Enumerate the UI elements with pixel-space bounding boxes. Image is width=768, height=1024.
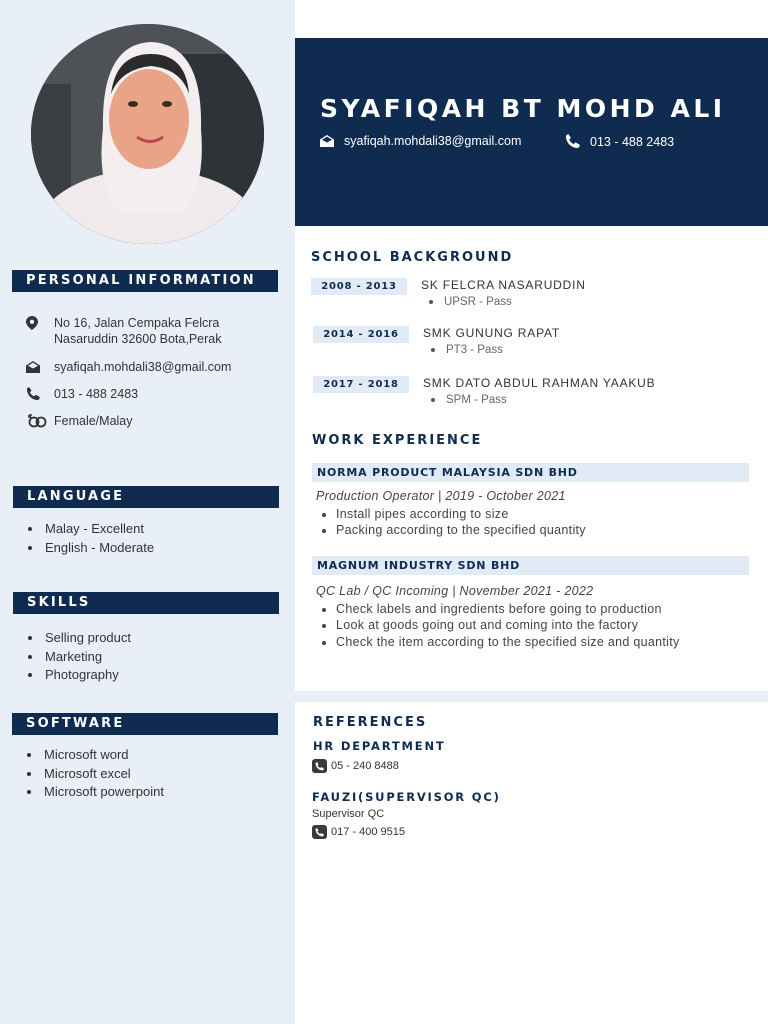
address-text: No 16, Jalan Cempaka Felcra Nasaruddin 32600 Bota,Perak (54, 316, 222, 346)
full-name: SYAFIQAH BT MOHD ALI (320, 94, 726, 123)
email-icon (320, 135, 334, 147)
personal-information-heading: PERSONAL INFORMATION (12, 270, 278, 292)
software-item: • Microsoft powerpoint (42, 783, 164, 802)
company-name: NORMA PRODUCT MALAYSIA SDN BHD (312, 463, 749, 482)
school-name: SK FELCRA NASARUDDIN (421, 278, 586, 292)
header-email-text: syafiqah.mohdali38@gmail.com (344, 134, 522, 148)
profile-photo (31, 24, 264, 244)
school-result: SPM - Pass (431, 394, 507, 406)
header-phone (565, 134, 674, 149)
language-item: • Malay - Excellent (43, 520, 154, 539)
skills-list (27, 629, 131, 685)
phone-icon (26, 386, 54, 402)
skill-item: • Marketing (43, 648, 131, 667)
address-row (26, 315, 221, 347)
job-role: Production Operator | 2019 - October 2021 (316, 489, 566, 503)
school-years: 2008 - 2013 (311, 278, 407, 295)
reference-role: Supervisor QC (312, 808, 385, 820)
skills-heading: SKILLS (13, 592, 279, 614)
skill-item: • Selling product (43, 629, 131, 648)
phone-icon (565, 134, 580, 149)
gender-row (26, 413, 133, 429)
school-years: 2014 - 2016 (313, 326, 409, 343)
phone-text: 013 - 488 2483 (54, 387, 139, 401)
duty-item: • Look at goods going out and coming into the factory (336, 617, 680, 633)
software-list (26, 746, 164, 802)
phone-icon (312, 825, 327, 839)
gender-icon (26, 413, 54, 429)
gender-text: Female/Malay (54, 414, 133, 428)
school-result: PT3 - Pass (431, 344, 503, 356)
location-icon (26, 315, 54, 331)
language-heading: LANGUAGE (13, 486, 279, 508)
language-list (27, 520, 154, 557)
email-row (26, 359, 231, 375)
reference-phone (312, 759, 399, 773)
skill-item: • Photography (43, 666, 131, 685)
duty-item: • Check the item according to the specified size and quantity (336, 634, 680, 650)
reference-name: FAUZI(SUPERVISOR QC) (312, 790, 501, 804)
header-banner (295, 38, 768, 226)
work-experience-heading: WORK EXPERIENCE (312, 433, 483, 448)
references-heading: REFERENCES (313, 715, 428, 730)
duty-item: • Install pipes according to size (336, 506, 586, 522)
duty-list (320, 601, 680, 650)
duty-item: • Packing according to the specified quantity (336, 522, 586, 538)
header-phone-text: 013 - 488 2483 (590, 134, 675, 149)
software-heading: SOFTWARE (12, 713, 278, 735)
reference-name: HR DEPARTMENT (313, 739, 446, 753)
school-name: SMK GUNUNG RAPAT (423, 326, 561, 340)
school-result: UPSR - Pass (429, 296, 512, 308)
reference-phone-text: 05 - 240 8488 (331, 760, 399, 772)
section-divider (295, 691, 768, 702)
job-role: QC Lab / QC Incoming | November 2021 - 2022 (316, 584, 594, 598)
school-background-heading: SCHOOL BACKGROUND (311, 250, 514, 265)
header-email (320, 134, 521, 148)
phone-icon (312, 759, 327, 773)
reference-phone (312, 825, 405, 839)
duty-item: • Check labels and ingredients before going to production (336, 601, 680, 617)
software-item: • Microsoft excel (42, 765, 164, 784)
company-name: MAGNUM INDUSTRY SDN BHD (312, 556, 749, 575)
software-item: • Microsoft word (42, 746, 164, 765)
language-item: • English - Moderate (43, 539, 154, 558)
duty-list (320, 506, 586, 539)
email-text: syafiqah.mohdali38@gmail.com (54, 360, 232, 374)
school-name: SMK DATO ABDUL RAHMAN YAAKUB (423, 376, 656, 390)
phone-row (26, 386, 138, 402)
school-years: 2017 - 2018 (313, 376, 409, 393)
email-icon (26, 359, 54, 375)
reference-phone-text: 017 - 400 9515 (331, 826, 406, 838)
